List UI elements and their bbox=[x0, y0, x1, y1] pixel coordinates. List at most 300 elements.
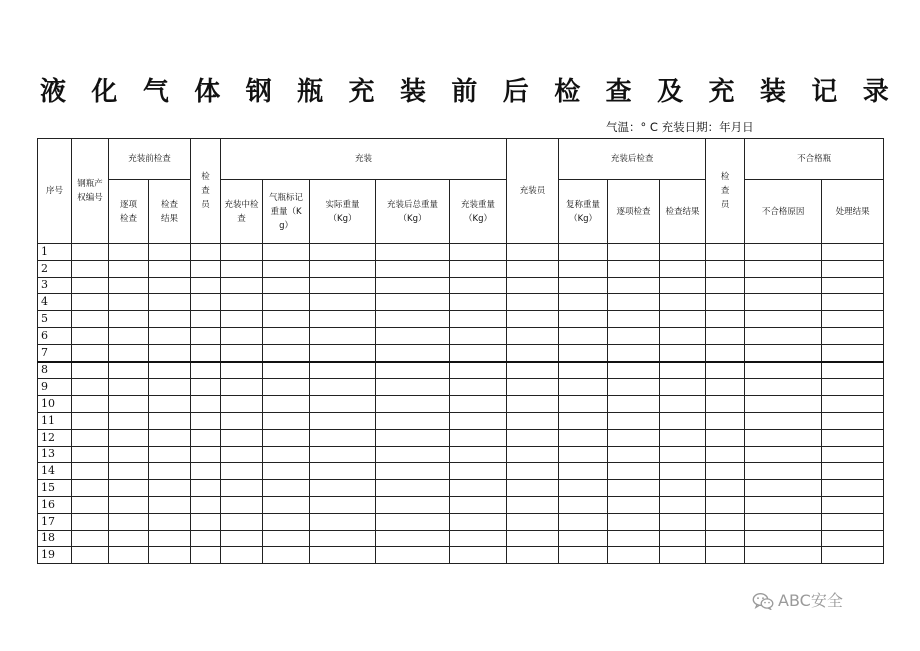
table-cell bbox=[822, 260, 884, 277]
table-cell bbox=[72, 446, 109, 463]
header-filler: 充装员 bbox=[507, 139, 559, 244]
table-cell bbox=[149, 344, 191, 361]
table-cell bbox=[221, 260, 263, 277]
table-cell bbox=[660, 294, 706, 311]
table-cell bbox=[72, 463, 109, 480]
row-number: 7 bbox=[38, 344, 72, 361]
table-cell bbox=[450, 463, 507, 480]
table-cell bbox=[706, 429, 745, 446]
table-cell bbox=[310, 327, 376, 344]
table-cell bbox=[450, 412, 507, 429]
title-char: 前 bbox=[451, 77, 479, 107]
table-cell bbox=[72, 496, 109, 513]
table-cell bbox=[608, 496, 660, 513]
table-cell bbox=[109, 530, 149, 547]
table-row bbox=[38, 379, 884, 396]
header-inspector-1: 检查员 bbox=[191, 139, 221, 244]
table-cell bbox=[191, 513, 221, 530]
table-cell bbox=[191, 496, 221, 513]
table-cell bbox=[507, 260, 559, 277]
table-cell bbox=[376, 294, 450, 311]
table-cell bbox=[706, 396, 745, 413]
table-cell bbox=[450, 327, 507, 344]
table-cell bbox=[706, 344, 745, 361]
table-cell bbox=[376, 480, 450, 497]
row-number: 2 bbox=[38, 260, 72, 277]
table-cell bbox=[376, 311, 450, 328]
title-char: 充 bbox=[348, 77, 376, 107]
table-cell bbox=[450, 547, 507, 564]
table-cell bbox=[149, 530, 191, 547]
table-cell bbox=[822, 327, 884, 344]
table-cell bbox=[191, 412, 221, 429]
table-row bbox=[38, 344, 884, 361]
table-cell bbox=[745, 344, 822, 361]
table-cell bbox=[376, 547, 450, 564]
table-cell bbox=[608, 311, 660, 328]
table-cell bbox=[376, 344, 450, 361]
table-cell bbox=[706, 496, 745, 513]
table-cell bbox=[191, 446, 221, 463]
table-cell bbox=[660, 260, 706, 277]
table-cell bbox=[109, 480, 149, 497]
table-cell bbox=[221, 429, 263, 446]
table-cell bbox=[660, 547, 706, 564]
table-cell bbox=[559, 311, 608, 328]
header-fill-weight: 充装重量（Kg） bbox=[450, 180, 507, 244]
table-cell bbox=[376, 446, 450, 463]
table-cell bbox=[706, 311, 745, 328]
table-cell bbox=[109, 244, 149, 261]
table-cell bbox=[72, 344, 109, 361]
table-cell bbox=[72, 327, 109, 344]
table-cell bbox=[72, 412, 109, 429]
table-cell bbox=[221, 412, 263, 429]
row-number: 1 bbox=[38, 244, 72, 261]
table-cell bbox=[263, 311, 310, 328]
table-cell bbox=[822, 277, 884, 294]
table-cell bbox=[507, 446, 559, 463]
table-cell bbox=[221, 446, 263, 463]
table-cell bbox=[376, 379, 450, 396]
table-cell bbox=[221, 530, 263, 547]
header-filling-check: 充装中检查 bbox=[221, 180, 263, 244]
table-cell bbox=[660, 530, 706, 547]
table-cell bbox=[109, 412, 149, 429]
table-cell bbox=[72, 396, 109, 413]
table-cell bbox=[608, 412, 660, 429]
table-cell bbox=[109, 496, 149, 513]
table-cell bbox=[706, 294, 745, 311]
table-cell bbox=[149, 277, 191, 294]
row-number: 3 bbox=[38, 277, 72, 294]
table-cell bbox=[109, 294, 149, 311]
table-cell bbox=[507, 327, 559, 344]
table-cell bbox=[559, 294, 608, 311]
table-cell bbox=[745, 496, 822, 513]
table-cell bbox=[263, 463, 310, 480]
table-row bbox=[38, 412, 884, 429]
table-cell bbox=[559, 277, 608, 294]
table-cell bbox=[559, 496, 608, 513]
table-cell bbox=[745, 294, 822, 311]
table-cell bbox=[507, 547, 559, 564]
table-cell bbox=[191, 327, 221, 344]
table-cell bbox=[660, 480, 706, 497]
table-cell bbox=[221, 294, 263, 311]
table-cell bbox=[149, 480, 191, 497]
table-cell bbox=[376, 496, 450, 513]
table-cell bbox=[109, 277, 149, 294]
table-cell bbox=[559, 463, 608, 480]
table-cell bbox=[706, 547, 745, 564]
table-cell bbox=[706, 379, 745, 396]
table-cell bbox=[507, 513, 559, 530]
row-number: 6 bbox=[38, 327, 72, 344]
table-cell bbox=[72, 294, 109, 311]
table-cell bbox=[507, 530, 559, 547]
watermark-text: ABC安全 bbox=[778, 591, 843, 610]
table-cell bbox=[221, 344, 263, 361]
table-row bbox=[38, 496, 884, 513]
row-number: 13 bbox=[38, 446, 72, 463]
table-cell bbox=[507, 480, 559, 497]
table-cell bbox=[72, 379, 109, 396]
table-cell bbox=[149, 513, 191, 530]
table-cell bbox=[149, 496, 191, 513]
table-cell bbox=[706, 513, 745, 530]
table-cell bbox=[72, 277, 109, 294]
header-cylinder-id: 钢瓶产权编号 bbox=[72, 139, 109, 244]
title-char: 液 bbox=[40, 77, 68, 107]
table-cell bbox=[310, 277, 376, 294]
table-cell bbox=[745, 547, 822, 564]
header-pre-check: 充装前检查 bbox=[109, 139, 191, 180]
header-handling-result: 处理结果 bbox=[822, 180, 884, 244]
table-cell bbox=[507, 244, 559, 261]
table-cell bbox=[745, 327, 822, 344]
table-cell bbox=[450, 260, 507, 277]
table-cell bbox=[310, 480, 376, 497]
table-cell bbox=[191, 480, 221, 497]
table-cell bbox=[706, 412, 745, 429]
title-char: 查 bbox=[605, 77, 633, 107]
title-char: 体 bbox=[194, 77, 222, 107]
table-cell bbox=[450, 362, 507, 379]
table-cell bbox=[660, 327, 706, 344]
table-cell bbox=[507, 496, 559, 513]
table-row bbox=[38, 327, 884, 344]
row-number: 5 bbox=[38, 311, 72, 328]
table-cell bbox=[660, 311, 706, 328]
table-cell bbox=[706, 530, 745, 547]
table-cell bbox=[559, 412, 608, 429]
table-cell bbox=[608, 547, 660, 564]
row-number: 16 bbox=[38, 496, 72, 513]
table-cell bbox=[109, 547, 149, 564]
table-cell bbox=[263, 412, 310, 429]
table-row bbox=[38, 463, 884, 480]
table-cell bbox=[745, 396, 822, 413]
table-cell bbox=[221, 311, 263, 328]
table-cell bbox=[191, 463, 221, 480]
table-cell bbox=[310, 311, 376, 328]
table-cell bbox=[822, 379, 884, 396]
table-row bbox=[38, 260, 884, 277]
table-cell bbox=[559, 480, 608, 497]
table-cell bbox=[559, 396, 608, 413]
table-cell bbox=[660, 396, 706, 413]
row-number: 9 bbox=[38, 379, 72, 396]
table-cell bbox=[745, 463, 822, 480]
table-cell bbox=[450, 446, 507, 463]
table-cell bbox=[221, 277, 263, 294]
table-cell bbox=[450, 396, 507, 413]
table-cell bbox=[822, 294, 884, 311]
table-cell bbox=[660, 463, 706, 480]
title-char: 气 bbox=[142, 77, 170, 107]
table-cell bbox=[72, 480, 109, 497]
table-cell bbox=[376, 412, 450, 429]
row-number: 14 bbox=[38, 463, 72, 480]
table-cell bbox=[608, 294, 660, 311]
table-cell bbox=[310, 260, 376, 277]
header-nonconforming: 不合格瓶 bbox=[745, 139, 884, 180]
header-pre-check-result: 检查结果 bbox=[149, 180, 191, 244]
table-cell bbox=[507, 429, 559, 446]
header-tare-weight: 气瓶标记重量（Kg） bbox=[263, 180, 310, 244]
table-row bbox=[38, 277, 884, 294]
table-cell bbox=[376, 362, 450, 379]
table-cell bbox=[310, 379, 376, 396]
table-cell bbox=[745, 530, 822, 547]
table-cell bbox=[376, 327, 450, 344]
table-cell bbox=[507, 311, 559, 328]
header-nonconforming-reason: 不合格原因 bbox=[745, 180, 822, 244]
table-cell bbox=[745, 379, 822, 396]
title-char: 瓶 bbox=[297, 77, 325, 107]
table-cell bbox=[109, 362, 149, 379]
table-cell bbox=[745, 480, 822, 497]
table-cell bbox=[450, 379, 507, 396]
table-cell bbox=[72, 513, 109, 530]
filling-record-table bbox=[37, 138, 884, 564]
table-cell bbox=[507, 344, 559, 361]
table-cell bbox=[263, 513, 310, 530]
table-row bbox=[38, 294, 884, 311]
table-cell bbox=[72, 311, 109, 328]
table-cell bbox=[745, 260, 822, 277]
table-cell bbox=[608, 362, 660, 379]
table-cell bbox=[376, 463, 450, 480]
table-cell bbox=[72, 429, 109, 446]
watermark bbox=[752, 591, 843, 611]
table-cell bbox=[822, 513, 884, 530]
table-cell bbox=[507, 362, 559, 379]
table-cell bbox=[660, 513, 706, 530]
table-cell bbox=[376, 429, 450, 446]
table-cell bbox=[450, 480, 507, 497]
table-cell bbox=[263, 429, 310, 446]
title-char: 充 bbox=[708, 77, 736, 107]
table-cell bbox=[263, 496, 310, 513]
header-recheck-weight: 复称重量（Kg） bbox=[559, 180, 608, 244]
table-cell bbox=[109, 311, 149, 328]
table-cell bbox=[608, 277, 660, 294]
header-filling: 充装 bbox=[221, 139, 507, 180]
table-cell bbox=[263, 362, 310, 379]
table-cell bbox=[507, 412, 559, 429]
table-cell bbox=[822, 547, 884, 564]
table-cell bbox=[72, 260, 109, 277]
table-cell bbox=[450, 294, 507, 311]
table-cell bbox=[149, 244, 191, 261]
table-cell bbox=[660, 244, 706, 261]
table-cell bbox=[263, 530, 310, 547]
table-cell bbox=[745, 277, 822, 294]
table-cell bbox=[310, 463, 376, 480]
header-pre-check-items: 逐项检查 bbox=[109, 180, 149, 244]
table-cell bbox=[310, 396, 376, 413]
record-rows bbox=[38, 244, 884, 564]
row-number: 18 bbox=[38, 530, 72, 547]
document-title bbox=[40, 74, 890, 110]
table-cell bbox=[450, 513, 507, 530]
table-cell bbox=[559, 547, 608, 564]
table-cell bbox=[191, 277, 221, 294]
table-cell bbox=[660, 362, 706, 379]
table-cell bbox=[822, 530, 884, 547]
table-cell bbox=[149, 463, 191, 480]
temperature-date-line: 气温：° C 充装日期：年月日 bbox=[606, 120, 754, 134]
table-cell bbox=[310, 496, 376, 513]
table-cell bbox=[822, 429, 884, 446]
table-cell bbox=[822, 463, 884, 480]
table-cell bbox=[559, 446, 608, 463]
table-cell bbox=[608, 344, 660, 361]
table-cell bbox=[221, 513, 263, 530]
header-seq: 序号 bbox=[38, 139, 72, 244]
table-cell bbox=[822, 396, 884, 413]
row-number: 8 bbox=[38, 362, 72, 379]
title-char: 后 bbox=[502, 77, 530, 107]
table-cell bbox=[706, 362, 745, 379]
table-cell bbox=[191, 379, 221, 396]
table-cell bbox=[822, 244, 884, 261]
table-cell bbox=[263, 396, 310, 413]
table-cell bbox=[706, 446, 745, 463]
table-cell bbox=[822, 412, 884, 429]
title-char: 记 bbox=[811, 77, 839, 107]
table-cell bbox=[660, 379, 706, 396]
table-cell bbox=[310, 244, 376, 261]
table-cell bbox=[310, 530, 376, 547]
table-cell bbox=[263, 344, 310, 361]
table-cell bbox=[109, 344, 149, 361]
table-cell bbox=[507, 379, 559, 396]
table-cell bbox=[660, 496, 706, 513]
table-cell bbox=[149, 396, 191, 413]
table-cell bbox=[450, 244, 507, 261]
table-cell bbox=[149, 446, 191, 463]
table-cell bbox=[608, 513, 660, 530]
table-row bbox=[38, 547, 884, 564]
table-cell bbox=[263, 277, 310, 294]
table-cell bbox=[149, 547, 191, 564]
table-cell bbox=[745, 311, 822, 328]
header-total-weight: 充装后总重量（Kg） bbox=[376, 180, 450, 244]
table-cell bbox=[376, 260, 450, 277]
table-row bbox=[38, 513, 884, 530]
row-number: 15 bbox=[38, 480, 72, 497]
table-cell bbox=[310, 429, 376, 446]
table-cell bbox=[149, 412, 191, 429]
table-cell bbox=[263, 327, 310, 344]
table-cell bbox=[608, 463, 660, 480]
table-cell bbox=[109, 396, 149, 413]
table-cell bbox=[221, 463, 263, 480]
table-cell bbox=[263, 260, 310, 277]
title-char: 钢 bbox=[245, 77, 273, 107]
table-cell bbox=[822, 480, 884, 497]
table-row bbox=[38, 396, 884, 413]
table-cell bbox=[706, 327, 745, 344]
table-cell bbox=[822, 311, 884, 328]
table-cell bbox=[191, 362, 221, 379]
table-cell bbox=[822, 446, 884, 463]
table-cell bbox=[310, 362, 376, 379]
table-cell bbox=[450, 277, 507, 294]
table-cell bbox=[191, 294, 221, 311]
table-cell bbox=[450, 429, 507, 446]
table-cell bbox=[109, 260, 149, 277]
table-cell bbox=[72, 244, 109, 261]
table-cell bbox=[608, 379, 660, 396]
table-row bbox=[38, 429, 884, 446]
table-cell bbox=[706, 480, 745, 497]
table-cell bbox=[706, 463, 745, 480]
table-cell bbox=[559, 379, 608, 396]
table-cell bbox=[191, 530, 221, 547]
table-cell bbox=[109, 379, 149, 396]
table-cell bbox=[559, 429, 608, 446]
row-number: 17 bbox=[38, 513, 72, 530]
table-cell bbox=[149, 260, 191, 277]
table-cell bbox=[660, 429, 706, 446]
table-cell bbox=[310, 446, 376, 463]
table-cell bbox=[608, 446, 660, 463]
table-cell bbox=[191, 547, 221, 564]
table-cell bbox=[191, 311, 221, 328]
table-cell bbox=[263, 547, 310, 564]
table-cell bbox=[109, 513, 149, 530]
row-number: 19 bbox=[38, 547, 72, 564]
table-cell bbox=[310, 547, 376, 564]
table-cell bbox=[745, 429, 822, 446]
table-cell bbox=[822, 496, 884, 513]
table-cell bbox=[191, 244, 221, 261]
table-cell bbox=[191, 429, 221, 446]
table-cell bbox=[191, 344, 221, 361]
table-cell bbox=[221, 362, 263, 379]
row-number: 4 bbox=[38, 294, 72, 311]
table-cell bbox=[706, 244, 745, 261]
table-cell bbox=[745, 362, 822, 379]
table-cell bbox=[376, 513, 450, 530]
table-cell bbox=[109, 463, 149, 480]
table-cell bbox=[507, 277, 559, 294]
table-cell bbox=[559, 260, 608, 277]
